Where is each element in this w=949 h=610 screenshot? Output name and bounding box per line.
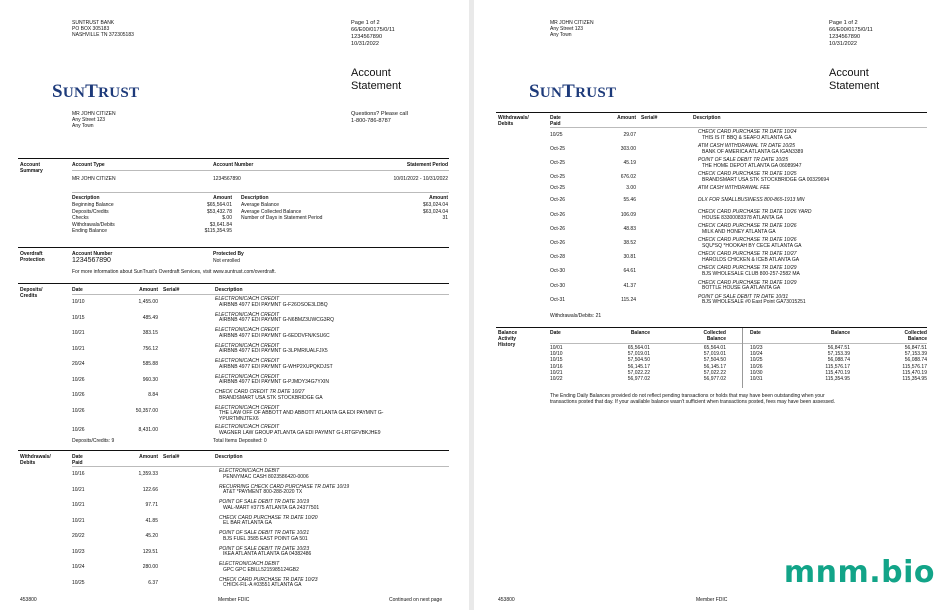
transaction-description-line: DLX FOR SMALLBUSINESS 800-865-1913 MN bbox=[698, 197, 805, 204]
transaction-amount: 48.83 bbox=[623, 226, 636, 233]
transaction-date: 10/16 bbox=[72, 471, 85, 477]
transaction-description-line: CHECK CARD PURCHASE TR DATE 10/25 bbox=[698, 171, 797, 178]
footer-code-2: 453800 bbox=[498, 597, 515, 603]
text-line: MR JOHN CITIZEN bbox=[550, 20, 594, 26]
transaction-amount: 30.81 bbox=[623, 254, 636, 261]
text-line: transactions posted that day. If your available balance wasn't sufficient when transactions posted, fees may have been assessed. bbox=[550, 399, 836, 405]
balance-header-2: Balance bbox=[830, 330, 850, 336]
transaction-amount: 106.09 bbox=[620, 212, 636, 218]
summary-row-description: Deposits/Credits bbox=[72, 208, 109, 215]
balance-value: 57,019.01 bbox=[627, 351, 650, 358]
transaction-description-line: AIRBNB 4977 EDI PAYMNT G-N6BMZ3UWCG3RQ bbox=[219, 317, 335, 324]
balance-value: 57,153.39 bbox=[827, 351, 850, 358]
transaction-date: Oct-26 bbox=[550, 226, 566, 233]
transaction-description-line: ATM CASH WITHDRAWAL TR DATE 10/25 bbox=[698, 143, 796, 150]
text-line: SUNTRUST BANK bbox=[72, 20, 115, 26]
transaction-date: Oct-25 bbox=[550, 185, 566, 192]
transaction-description-line: ELECTRONIC/ACH CREDIT bbox=[215, 358, 280, 364]
summary-row-amount: $63,024.04 bbox=[422, 208, 448, 215]
transaction-description-line: ELECTRONIC/ACH CREDIT bbox=[215, 373, 280, 380]
transaction-date: Oct-30 bbox=[550, 268, 566, 275]
collected-balance-value: 115,576.17 bbox=[902, 363, 927, 370]
text-line: 1234567890 bbox=[351, 34, 383, 40]
withdrawals-label-2 bbox=[498, 115, 529, 127]
text-line: Credits bbox=[20, 293, 38, 299]
collected-balance-value: 57,504.50 bbox=[703, 357, 726, 364]
transaction-date: 10/24 bbox=[72, 564, 85, 570]
transaction-description-line: PENNYMAC CASH 8023586420-0006 bbox=[223, 473, 309, 480]
text-line: Collected bbox=[703, 330, 726, 336]
transaction-description-line: BANK OF AMERICA ATLANTA GA IGAN3389 bbox=[702, 148, 804, 155]
text-line: Statement bbox=[351, 80, 402, 92]
footer-code: 453800 bbox=[20, 597, 37, 603]
account-type-value: MR JOHN CITIZEN bbox=[72, 176, 116, 182]
text-line: Overdraft bbox=[20, 251, 43, 257]
text-line: Balance bbox=[706, 336, 726, 342]
summary-row-description: Number of Days in Statement Period bbox=[241, 215, 323, 221]
transaction-description-line: SQU*SQ *HOOKAH BY CECE ATLANTA GA bbox=[702, 243, 802, 249]
summary-row-amount: $65,564.01 bbox=[206, 202, 232, 208]
balance-date: 10/01 bbox=[550, 345, 563, 351]
summary-row-amount: $53,432.78 bbox=[206, 208, 232, 215]
deposits-amount-header: Amount bbox=[139, 287, 158, 293]
collected-balance-value: 56,145.17 bbox=[703, 363, 726, 370]
transaction-description-line: CHICK-FIL-A #03551 ATLANTA GA bbox=[223, 582, 302, 589]
transaction-amount: 45.19 bbox=[623, 160, 636, 167]
balance-value: 57,504.50 bbox=[627, 357, 650, 364]
text-line: Debits bbox=[498, 121, 514, 127]
page-info bbox=[351, 20, 395, 48]
collected-balance-value: 65,564.01 bbox=[703, 345, 726, 351]
transaction-date: 10/21 bbox=[72, 517, 85, 524]
statement-period-value: 10/01/2022 - 10/31/2022 bbox=[393, 176, 448, 182]
transaction-amount: 41.37 bbox=[623, 282, 636, 289]
transaction-description-line: POINT OF SALE DEBIT TR DATE 10/31 bbox=[698, 293, 789, 300]
transaction-amount: 756.12 bbox=[142, 345, 158, 352]
transaction-amount: 1,455.00 bbox=[138, 299, 158, 305]
customer-address-header bbox=[550, 20, 594, 38]
transaction-date: 10/21 bbox=[72, 502, 85, 508]
balance-date: 10/26 bbox=[750, 363, 763, 370]
text-line: Any Town bbox=[550, 32, 572, 38]
suntrust-logo: SUNTRUST bbox=[52, 81, 140, 102]
transaction-description-line: POINT OF SALE DEBIT TR DATE 10/23 bbox=[219, 545, 310, 552]
summary-row-description: Ending Balance bbox=[72, 228, 108, 234]
collected-balance-value: 56,977.02 bbox=[703, 376, 726, 382]
transaction-date: 10/25 bbox=[550, 132, 563, 138]
text-line: 10/31/2022 bbox=[829, 41, 857, 47]
text-line: NASHVILLE TN 372305183 bbox=[72, 32, 134, 38]
summary-row-description: Average Collected Balance bbox=[241, 208, 302, 215]
text-line: 1234567890 bbox=[829, 34, 861, 40]
transaction-description-line: ATM CASH WITHDRAWAL FEE bbox=[698, 185, 770, 192]
text-line: Page 1 of 2 bbox=[351, 20, 380, 26]
transaction-amount: 55.46 bbox=[623, 197, 636, 204]
transaction-description-line: WAGNER LAW GROUP ATLANTA GA EDI PAYMNT G-LRTGFVBKJHE9 bbox=[219, 430, 381, 437]
balance-date: 10/22 bbox=[550, 376, 563, 382]
transaction-description-line: CHECK CARD PURCHASE TR DATE 10/29 bbox=[698, 279, 797, 286]
transaction-description-line: AIRBNB 4977 EDI PAYMNT G-3LPMRIUALFJX5 bbox=[219, 348, 328, 355]
deposits-description-header: Description bbox=[215, 287, 243, 293]
transaction-description-line: CHECK CARD PURCHASE TR DATE 10/26 bbox=[698, 237, 797, 244]
text-line: Account bbox=[20, 162, 40, 168]
balance-date-header-2: Date bbox=[750, 330, 761, 336]
transaction-description-line: BJS WHOLESALE CLUB 800-257-2582 MA bbox=[702, 271, 800, 278]
text-line: Withdrawals/ bbox=[498, 115, 529, 121]
transaction-description-line: BRANDSMART USA STK STOCKBRIDGE GA 00329694 bbox=[702, 177, 829, 184]
transaction-description-line: POINT OF SALE DEBIT TR DATE 10/21 bbox=[219, 530, 310, 536]
summary-row-amount: $63,024.04 bbox=[422, 202, 448, 208]
withdrawals-description-header-2: Description bbox=[693, 115, 721, 121]
statement-period-header: Statement Period bbox=[406, 162, 448, 168]
overdraft-number-header: Account Number bbox=[72, 251, 113, 257]
deposits-count: Deposits/Credits: 9 bbox=[72, 438, 115, 444]
transaction-description-line: ELECTRONIC/ACH CREDIT bbox=[215, 296, 280, 302]
statement-page-2 bbox=[474, 0, 949, 610]
text-line: MR JOHN CITIZEN bbox=[72, 111, 116, 117]
transaction-amount: 485.49 bbox=[142, 314, 158, 321]
withdrawals-serial-header: Serial# bbox=[163, 454, 180, 460]
text-line: 66/E00/0175/0/11 bbox=[351, 27, 395, 33]
withdrawals-description-header: Description bbox=[215, 454, 243, 460]
transaction-description-line: HAROLDS CHICKEN & ICEB ATLANTA GA bbox=[702, 257, 800, 264]
text-line: Debits bbox=[20, 460, 36, 466]
transaction-description-line: POINT OF SALE DEBIT TR DATE 10/19 bbox=[219, 499, 310, 505]
balance-value: 115,470.19 bbox=[825, 369, 850, 376]
summary-row-amount: $115,354.95 bbox=[204, 228, 232, 234]
transaction-amount: 383.15 bbox=[142, 330, 158, 336]
statement-title bbox=[351, 67, 401, 93]
summary-row-description: Withdrawals/Debits bbox=[72, 221, 115, 228]
transaction-date: Oct-26 bbox=[550, 197, 566, 204]
transaction-description-line: WAL-MART #3775 ATLANTA GA 24377501 bbox=[223, 504, 320, 511]
balance-value: 115,576.17 bbox=[825, 363, 850, 370]
balance-value: 56,847.51 bbox=[827, 345, 850, 351]
watermark-logo: mnm.bio bbox=[783, 555, 935, 590]
text-line: Activity bbox=[498, 336, 517, 342]
transaction-date: Oct-25 bbox=[550, 174, 566, 181]
withdrawals-count: Withdrawals/Debits: 21 bbox=[550, 313, 602, 319]
transaction-description-line: CHECK CARD PURCHASE TR DATE 10/26 YARD bbox=[698, 209, 812, 215]
text-line: 66/E00/0175/0/11 bbox=[829, 27, 873, 33]
transaction-date: 10/26 bbox=[72, 376, 85, 383]
transaction-date: 10/26 bbox=[72, 407, 85, 414]
text-line: Statement bbox=[829, 80, 880, 92]
transaction-date: 10/26 bbox=[72, 392, 85, 398]
account-summary-label bbox=[20, 162, 43, 174]
protected-by-value: Not enrolled bbox=[213, 258, 240, 264]
transaction-date: 10/15 bbox=[72, 314, 85, 321]
transaction-description-line: THE LAW OFF OF ABBOTT AND ABBOTT ATLANTA GA EDI PAYMNT G- bbox=[219, 410, 384, 417]
text-line: Any Street 123 bbox=[550, 26, 584, 32]
transaction-amount: 280.00 bbox=[142, 564, 158, 570]
deposits-date-header: Date bbox=[72, 287, 83, 293]
transaction-description-line: ELECTRONIC/ACH DEBIT bbox=[219, 561, 280, 567]
transaction-description-line: AT&T *PAYMENT 800-288-2020 TX bbox=[223, 489, 303, 496]
collected-balance-header-2 bbox=[887, 330, 927, 342]
transaction-amount: 29.07 bbox=[623, 132, 636, 138]
page-info-2 bbox=[829, 20, 873, 48]
footer-member-fdic: Member FDIC bbox=[218, 597, 250, 603]
overdraft-label bbox=[20, 251, 45, 263]
balance-date: 10/16 bbox=[550, 363, 563, 370]
transaction-amount: 129.51 bbox=[142, 548, 158, 555]
transaction-description-line: HOUSE 83300083378 ATLANTA GA bbox=[702, 214, 783, 221]
text-line: Page 1 of 2 bbox=[829, 20, 858, 26]
summary-row-amount: $.00 bbox=[222, 215, 232, 221]
transaction-date: 10/26 bbox=[72, 427, 85, 434]
text-line: Protection bbox=[20, 257, 45, 263]
transaction-amount: 115.24 bbox=[621, 296, 636, 303]
collected-balance-value: 56,088.74 bbox=[904, 357, 927, 364]
statement-title-2 bbox=[829, 67, 879, 93]
balance-value: 57,022.22 bbox=[627, 369, 650, 376]
summary-row-description: Beginning Balance bbox=[72, 202, 114, 208]
transaction-amount: 6.37 bbox=[148, 579, 158, 586]
transaction-description-line: CHECK CARD CREDIT TR DATE 10/27 bbox=[215, 389, 305, 395]
protected-by-header: Protected By bbox=[213, 251, 244, 257]
transaction-description-line: MILK AND HONEY ATLANTA GA bbox=[702, 228, 776, 235]
text-line: 1-800-786-8787 bbox=[351, 118, 391, 124]
text-line: Balance bbox=[498, 330, 518, 336]
text-line: History bbox=[498, 342, 516, 348]
text-line: Deposits/ bbox=[20, 287, 43, 293]
transaction-description-line: ELECTRONIC/ACH CREDIT bbox=[215, 404, 280, 411]
transaction-description-line: AIRBNB 4977 EDI PAYMNT G-WHP2XUPQKDJST bbox=[219, 363, 333, 370]
balance-date: 10/21 bbox=[550, 369, 563, 376]
overdraft-number: 1234567890 bbox=[72, 257, 111, 264]
transaction-description-line: AIRBNB 4977 EDI PAYMNT G-F26OSOE3LDBQ bbox=[219, 301, 328, 308]
transaction-description-line: BJS WHOLESALE #0 East Point GA73015251 bbox=[702, 299, 806, 306]
transaction-date: Oct-31 bbox=[550, 296, 566, 303]
balance-history-label bbox=[498, 330, 517, 348]
transaction-description-line: AIRBNB 4977 EDI PAYMNT G-6EDDVFN/KSU6C bbox=[219, 332, 330, 339]
transaction-description-line: CHECK CARD PURCHASE TR DATE 10/27 bbox=[698, 251, 797, 258]
balance-date: 10/23 bbox=[750, 345, 763, 351]
transaction-amount: 960.30 bbox=[142, 376, 158, 383]
withdrawals-date-header-2: Date Paid bbox=[550, 115, 561, 127]
collected-balance-value: 115,470.19 bbox=[902, 369, 927, 376]
text-line: Any Town bbox=[72, 123, 94, 129]
transaction-date: 20/22 bbox=[72, 533, 85, 539]
account-type-header: Account Type bbox=[72, 162, 105, 168]
collected-balance-value: 115,354.95 bbox=[902, 376, 927, 382]
transaction-date: Oct-25 bbox=[550, 146, 566, 153]
transaction-description-line: CHECK CARD PURCHASE TR DATE 10/24 bbox=[698, 129, 797, 135]
text-line: Any Street 123 bbox=[72, 117, 106, 123]
text-line: PO BOX 305183 bbox=[72, 26, 110, 32]
transaction-date: 10/25 bbox=[72, 579, 85, 586]
balance-date: 10/24 bbox=[750, 351, 763, 358]
summary-row-description: Average Balance bbox=[241, 202, 279, 208]
transaction-amount: 8.84 bbox=[148, 392, 158, 398]
transaction-description-line: ELECTRONIC/ACH CREDIT bbox=[215, 424, 280, 431]
transaction-date: 10/21 bbox=[72, 486, 85, 493]
text-line: Account bbox=[829, 67, 869, 79]
text-line: Collected bbox=[904, 330, 927, 336]
bank-address bbox=[72, 20, 134, 38]
text-line: Summary bbox=[20, 168, 43, 174]
balance-date: 10/25 bbox=[750, 357, 763, 364]
withdrawals-amount-header: Amount bbox=[139, 454, 158, 460]
statement-page-1 bbox=[0, 0, 469, 610]
withdrawals-date-header: Date Paid bbox=[72, 454, 83, 466]
transaction-description-line: CHECK CARD PURCHASE TR DATE 10/29 bbox=[698, 265, 797, 272]
transaction-amount: 1,359.33 bbox=[138, 471, 158, 477]
transaction-description-line: THIS IS IT BBQ & SEAFO ATLANTA GA bbox=[702, 134, 792, 141]
transaction-date: Oct-28 bbox=[550, 254, 566, 261]
withdrawals-amount-header-2: Amount bbox=[617, 115, 636, 121]
transaction-description-line: BOTTLE HOUSE GA ATLANTA GA bbox=[702, 285, 781, 292]
withdrawals-label bbox=[20, 454, 51, 466]
text-line: The Ending Daily Balances provided do not reflect pending transactions or holds that may have been outstanding when your bbox=[550, 393, 825, 399]
transaction-description-line: RECURRING CHECK CARD PURCHASE TR DATE 10/19 bbox=[219, 483, 350, 490]
transaction-amount: 8,431.00 bbox=[138, 427, 158, 434]
text-line: Withdrawals/ bbox=[20, 454, 51, 460]
transaction-description-line: BJS FUEL 3585 EAST POINT GA 501 bbox=[223, 535, 308, 542]
transaction-date: Oct-26 bbox=[550, 212, 566, 218]
transaction-amount: 585.88 bbox=[142, 361, 158, 367]
suntrust-logo-2: SUNTRUST bbox=[529, 81, 617, 102]
transaction-amount: 122.66 bbox=[142, 486, 158, 493]
summary-amount-header-2: Amount bbox=[429, 195, 448, 201]
balance-header: Balance bbox=[630, 330, 650, 336]
transaction-description-line: GPC GPC EBILL5215985124GB2 bbox=[223, 566, 299, 573]
balance-value: 56,088.74 bbox=[827, 357, 850, 364]
transaction-amount: 676.02 bbox=[620, 174, 636, 181]
collected-balance-header bbox=[686, 330, 726, 342]
transaction-description-line: BRANDSMART USA STK STOCKBRIDGE GA bbox=[219, 394, 323, 401]
balance-date: 10/31 bbox=[750, 376, 763, 382]
transaction-description-line: EL BAR ATLANTA GA bbox=[223, 520, 272, 527]
overdraft-info: For more information about SunTrust's Overdraft Services, visit www.suntrust.com/overdraft. bbox=[72, 269, 276, 275]
transaction-description-line: CHECK CARD PURCHASE TR DATE 10/20 bbox=[219, 514, 318, 521]
transaction-date: 10/10 bbox=[72, 299, 85, 305]
balance-note bbox=[550, 393, 835, 405]
questions-contact bbox=[351, 111, 408, 125]
transaction-amount: 41.85 bbox=[145, 517, 158, 524]
transaction-amount: 45.20 bbox=[145, 533, 158, 539]
summary-description-header: Description bbox=[72, 195, 100, 201]
balance-date-header: Date bbox=[550, 330, 561, 336]
withdrawals-serial-header-2: Serial# bbox=[641, 115, 658, 121]
balance-value: 56,977.02 bbox=[627, 376, 650, 382]
balance-value: 56,145.17 bbox=[627, 363, 650, 370]
transaction-description-line: CHECK CARD PURCHASE TR DATE 10/26 bbox=[698, 223, 797, 230]
account-number-value: 1234567890 bbox=[213, 176, 241, 182]
transaction-amount: 3.00 bbox=[626, 185, 636, 192]
deposits-label bbox=[20, 287, 43, 299]
transaction-date: 10/21 bbox=[72, 330, 85, 336]
collected-balance-value: 57,153.39 bbox=[904, 351, 927, 358]
transaction-date: Oct-25 bbox=[550, 160, 566, 167]
text-line: 10/31/2022 bbox=[351, 41, 379, 47]
collected-balance-value: 57,019.01 bbox=[703, 351, 726, 358]
transaction-amount: 50,357.00 bbox=[135, 407, 158, 414]
transaction-date: Oct-30 bbox=[550, 282, 566, 289]
transaction-date: 10/23 bbox=[72, 548, 85, 555]
transaction-description-line: THE HOME DEPOT ATLANTA GA 06089947 bbox=[702, 163, 802, 169]
transaction-date: Oct-26 bbox=[550, 240, 566, 247]
account-number-header: Account Number bbox=[213, 162, 254, 168]
transaction-description-line: CHECK CARD PURCHASE TR DATE 10/23 bbox=[219, 576, 318, 583]
transaction-description-line: ELECTRONIC/ACH CREDIT bbox=[215, 311, 280, 318]
deposits-total-items: Total Items Deposited: 0 bbox=[213, 438, 267, 444]
transaction-description-line: YPURTMNJTEX6 bbox=[219, 416, 259, 423]
transaction-description-line: ELECTRONIC/ACH DEBIT bbox=[219, 468, 280, 474]
transaction-date: 20/24 bbox=[72, 361, 85, 367]
continued-note: Continued on next page bbox=[389, 597, 443, 603]
transaction-description-line: ELECTRONIC/ACH CREDIT bbox=[215, 342, 280, 349]
summary-description-header-2: Description bbox=[241, 195, 269, 201]
summary-amount-header: Amount bbox=[213, 195, 232, 201]
collected-balance-value: 57,022.22 bbox=[703, 369, 726, 376]
text-line: Questions? Please call bbox=[351, 111, 408, 117]
balance-date: 10/15 bbox=[550, 357, 563, 364]
summary-row-amount: 31 bbox=[442, 215, 448, 221]
balance-date: 10/10 bbox=[550, 351, 563, 358]
text-line: Account bbox=[351, 67, 391, 79]
deposits-serial-header: Serial# bbox=[163, 287, 180, 293]
footer-member-fdic-2: Member FDIC bbox=[696, 597, 728, 603]
text-line: Balance bbox=[907, 336, 927, 342]
summary-row-amount: $3,641.84 bbox=[209, 221, 232, 228]
transaction-amount: 38.52 bbox=[623, 240, 636, 247]
summary-row-description: Checks bbox=[72, 215, 89, 221]
transaction-amount: 303.00 bbox=[620, 146, 636, 153]
balance-value: 115,354.95 bbox=[825, 376, 850, 382]
transaction-description-line: IKEA ATLANTA ATLANTA GA 04382486 bbox=[223, 551, 312, 558]
transaction-date: 10/21 bbox=[72, 345, 85, 352]
collected-balance-value: 56,847.51 bbox=[904, 345, 927, 351]
transaction-description-line: AIRBNB 4977 EDI PAYMNT G-PJMDY34G7YXIN bbox=[219, 379, 330, 386]
transaction-amount: 97.71 bbox=[145, 502, 158, 508]
balance-value: 65,564.01 bbox=[627, 345, 650, 351]
customer-address bbox=[72, 111, 116, 129]
transaction-amount: 64.61 bbox=[623, 268, 636, 275]
transaction-description-line: ELECTRONIC/ACH CREDIT bbox=[215, 327, 280, 333]
transaction-description-line: POINT OF SALE DEBIT TR DATE 10/25 bbox=[698, 157, 789, 164]
balance-date: 10/30 bbox=[750, 369, 763, 376]
